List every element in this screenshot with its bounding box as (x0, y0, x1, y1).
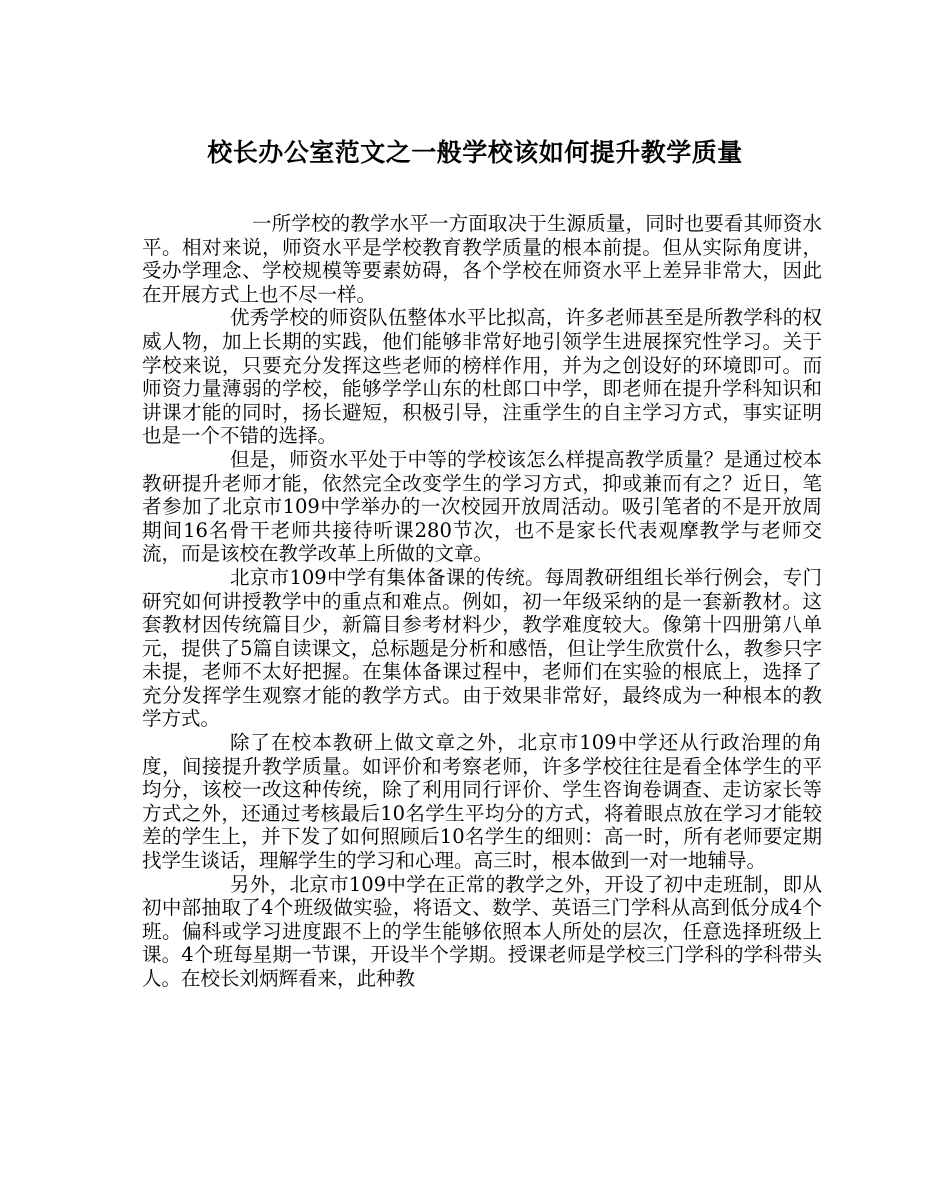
paragraph-4: 北京市109中学有集体备课的传统。每周教研组组长举行例会，专门研究如何讲授教学中的重点和难点。例如，初一年级采纳的是一套新教材。这套教材因传统篇目少，新篇目参考材料少，教学难度较大。像第十四册第八单元，提供了5篇自读课文，总标题是分析和感悟，但让学生欣赏什么，教参只字未提，老师不太好把握。在集体备课过程中，老师们在实验的根底上，选择了充分发挥学生观察才能的教学方式。由于效果非常好，最终成为一种根本的教学方式。 (142, 565, 822, 731)
document-title: 校长办公室范文之一般学校该如何提升教学质量 (207, 138, 743, 167)
paragraph-6: 另外，北京市109中学在正常的教学之外，开设了初中走班制，即从初中部抽取了4个班级做实验，将语文、数学、英语三门学科从高到低分成4个班。偏科或学习进度跟不上的学生能够依照本人所处的层次，任意选择班级上课。4个班每星期一节课，开设半个学期。授课老师是学校三门学科的学科带头人。在校长刘炳辉看来，此种教 (142, 872, 822, 990)
paragraph-2: 优秀学校的师资队伍整体水平比拟高，许多老师甚至是所教学科的权威人物，加上长期的实践，他们能够非常好地引领学生进展探究性学习。关于学校来说，只要充分发挥这些老师的榜样作用，并为之创设好的环境即可。而师资力量薄弱的学校，能够学学山东的杜郎口中学，即老师在提升学科知识和讲课才能的同时，扬长避短，积极引导，注重学生的自主学习方式，事实证明也是一个不错的选择。 (142, 306, 822, 448)
document-body (142, 212, 822, 991)
paragraph-3: 但是，师资水平处于中等的学校该怎么样提高教学质量？是通过校本教研提升老师才能，依然完全改变学生的学习方式，抑或兼而有之？近日，笔者参加了北京市109中学举办的一次校园开放周活动。吸引笔者的不是开放周期间16名骨干老师共接待听课280节次，也不是家长代表观摩教学与老师交流，而是该校在教学改革上所做的文章。 (142, 447, 822, 566)
paragraph-1: 一所学校的教学水平一方面取决于生源质量，同时也要看其师资水平。相对来说，师资水平是学校教育教学质量的根本前提。但从实际角度讲，受办学理念、学校规模等要素妨碍，各个学校在师资水平上差异非常大，因此在开展方式上也不尽一样。 (142, 212, 822, 306)
paragraph-5: 除了在校本教研上做文章之外，北京市109中学还从行政治理的角度，间接提升教学质量。如评价和考察老师，许多学校往往是看全体学生的平均分，该校一改这种传统，除了利用同行评价、学生咨询卷调查、走访家长等方式之外，还通过考核最后10名学生平均分的方式，将着眼点放在学习才能较差的学生上，并下发了如何照顾后10名学生的细则：高一时，所有老师要定期找学生谈话，理解学生的学习和心理。高三时，根本做到一对一地辅导。 (142, 731, 822, 873)
